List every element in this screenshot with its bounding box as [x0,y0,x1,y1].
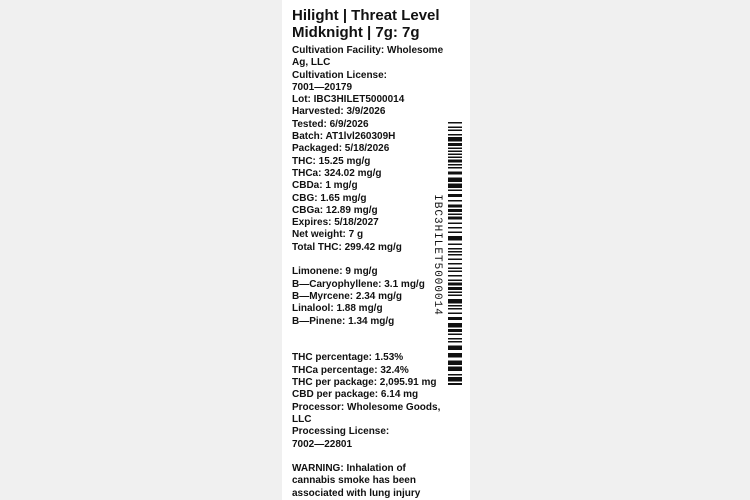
spacer [292,328,442,353]
barcode-bar [448,167,462,169]
info-line: Ag, LLC [292,57,331,69]
barcode-bar [448,292,462,294]
barcode-bar [448,323,462,328]
barcode-bar [448,275,462,277]
potency-line: Processing License: [292,426,390,438]
potency-block [292,352,442,450]
info-line: CBGa: 12.89 mg/g [292,204,378,216]
info-block [292,45,442,254]
barcode-bar [448,164,462,166]
barcode-bar [448,205,462,208]
barcode-bar [448,263,462,265]
barcode-bar [448,338,462,340]
warning-line: associated with lung injury [292,487,421,499]
barcode-bar [448,190,462,192]
barcode-bar [448,217,462,220]
label-details [292,45,442,500]
barcode-bar [448,227,462,229]
barcode-graphic [448,122,462,385]
barcode-bar [448,223,462,225]
potency-line: THC percentage: 1.53% [292,352,404,364]
terpene-line: Linalool: 1.88 mg/g [292,303,383,315]
info-line: THCa: 324.02 mg/g [292,167,382,179]
barcode-bar [448,259,462,261]
barcode-bar [448,295,462,297]
barcode-bar [448,283,462,286]
info-line: Cultivation License: [292,69,388,81]
barcode-bar [448,299,462,304]
barcode-bar [448,305,462,307]
barcode [448,122,462,385]
barcode-bar [448,160,462,163]
barcode-bar [448,151,462,153]
product-title-line-2: Midknight | 7g: 7g [292,24,420,41]
potency-line: LLC [292,413,312,425]
spacer [292,451,442,463]
barcode-bar [448,148,462,150]
info-line: THC: 15.25 mg/g [292,155,371,167]
barcode-bar [448,271,462,273]
barcode-bar [448,353,462,358]
info-line: Batch: AT1lvl260309H [292,131,396,143]
barcode-bar [448,122,462,124]
potency-line: THC per package: 2,095.91 mg [292,377,437,389]
barcode-bar [448,134,462,136]
barcode-bar [448,329,462,332]
barcode-number [430,195,444,315]
warning-line: cannabis smoke has been [292,475,416,487]
barcode-bar [448,308,462,310]
barcode-bar [448,194,462,197]
barcode-bar [448,154,462,156]
info-line: Packaged: 5/18/2026 [292,143,390,155]
terpene-line: Limonene: 9 mg/g [292,266,378,278]
barcode-bar [448,244,462,246]
potency-line: CBD per package: 6.14 mg [292,389,419,401]
terpene-line: B—Caryophyllene: 3.1 mg/g [292,278,425,290]
barcode-bar [448,127,462,129]
terpene-line: B—Myrcene: 2.34 mg/g [292,290,403,302]
info-line: 7001—20179 [292,81,353,93]
potency-line: THCa percentage: 32.4% [292,364,409,376]
info-line: Expires: 5/18/2027 [292,217,379,229]
barcode-number-text: IBC3HILET5000014 [431,194,443,316]
barcode-bar [448,143,462,146]
barcode-bar [448,209,462,212]
barcode-bar [448,334,462,336]
info-line: CBDa: 1 mg/g [292,180,358,192]
barcode-bar [448,374,462,376]
spacer [292,254,442,266]
barcode-bar [448,377,462,382]
terpene-line: B—Pinene: 1.34 mg/g [292,315,395,327]
barcode-bar [448,341,462,343]
barcode-bar [448,137,462,142]
info-line: Lot: IBC3HILET5000014 [292,94,405,106]
barcode-bar [448,172,462,175]
barcode-bar [448,178,462,183]
potency-line: Processor: Wholesome Goods, [292,401,441,413]
barcode-bar [448,157,462,159]
terpene-block [292,266,442,327]
barcode-bar [448,280,462,282]
warning-block [292,463,442,500]
info-line: CBG: 1.65 mg/g [292,192,367,204]
barcode-bar [448,214,462,216]
barcode-bar [448,236,462,241]
product-title [292,7,442,41]
label-content [292,7,442,500]
barcode-bar [448,317,462,320]
barcode-bar [448,268,462,270]
barcode-bar [448,130,462,132]
info-line: Total THC: 299.42 mg/g [292,241,402,253]
barcode-bar [448,383,462,385]
barcode-bar [448,346,462,351]
barcode-bar [448,251,462,253]
barcode-bar [448,313,462,315]
barcode-bar [448,367,462,372]
info-line: Harvested: 3/9/2026 [292,106,386,118]
info-line: Net weight: 7 g [292,229,364,241]
barcode-bar [448,287,462,290]
potency-line: 7002—22801 [292,438,353,450]
barcode-bar [448,232,462,234]
product-title-line-1: Hilight | Threat Level [292,7,440,24]
barcode-bar [448,248,462,250]
info-line: Tested: 6/9/2026 [292,118,369,130]
barcode-bar [448,361,462,366]
warning-line: WARNING: Inhalation of [292,463,406,475]
barcode-bar [448,184,462,189]
barcode-bar [448,254,462,256]
barcode-bar [448,200,462,202]
info-line: Cultivation Facility: Wholesome [292,45,444,56]
